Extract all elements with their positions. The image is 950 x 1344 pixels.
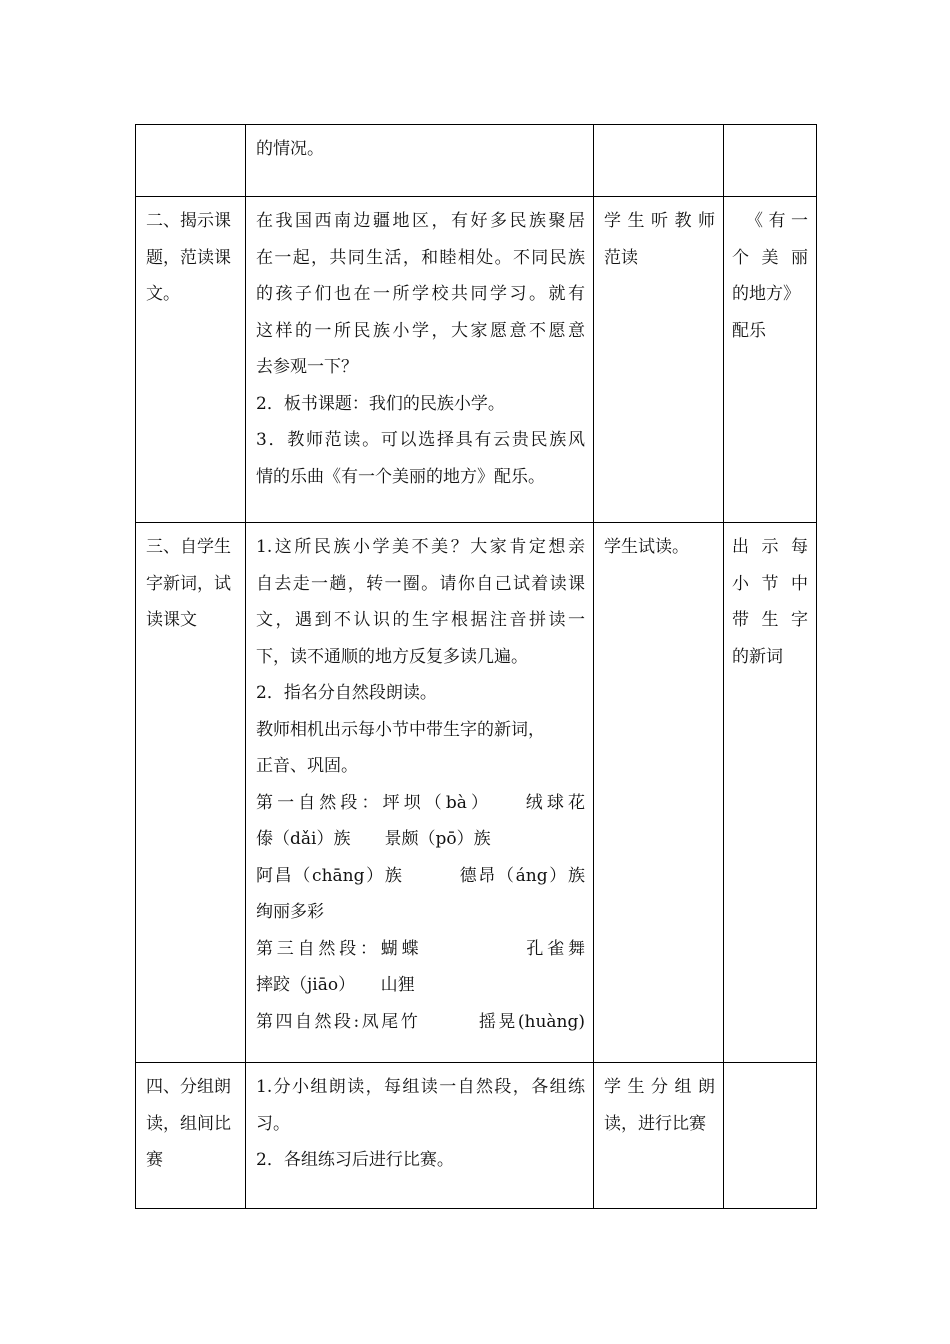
content-line: 在我国西南边疆地区，有好多民族聚居 (256, 211, 585, 231)
content-line: 正音、巩固。 (256, 756, 358, 776)
table-row (136, 523, 817, 1063)
note-cell (724, 1063, 817, 1209)
content-line: 习。 (256, 1113, 290, 1134)
stage-line: 二、揭示课 (146, 211, 231, 231)
content-line: 的孩子们也在一所学校共同学习。就有 (256, 284, 585, 304)
student-line: 范读 (604, 247, 638, 268)
stage-line: 读，组间比 (146, 1113, 231, 1134)
content-line: 第一自然段：坪坝（bà） 绒球花 (256, 792, 585, 813)
student-activity-cell (594, 1063, 724, 1209)
content-line: 1.这所民族小学美不美？大家肯定想亲 (256, 537, 585, 557)
note-cell (724, 523, 817, 1063)
student-line: 学生分组朗 (604, 1077, 715, 1097)
content-line: 3．教师范读。可以选择具有云贵民族风 (256, 430, 585, 450)
stage-cell (136, 125, 246, 197)
stage-cell (136, 197, 246, 523)
content-line: 文，遇到不认识的生字根据注音拼读一 (256, 610, 585, 630)
content-line: 去参观一下？ (256, 357, 358, 377)
content-line: 2．各组练习后进行比赛。 (256, 1150, 454, 1170)
content-line: 2．板书课题：我们的民族小学。 (256, 393, 505, 414)
stage-line: 字新词，试 (146, 573, 231, 594)
content-line: 绚丽多彩 (256, 902, 324, 922)
table-row (136, 125, 817, 197)
content-cell (246, 125, 594, 197)
student-activity-cell (594, 523, 724, 1063)
content-line: 第四自然段:凤尾竹 摇晃(huàng) (256, 1011, 585, 1032)
note-cell (724, 197, 817, 523)
student-line: 学生听教师 (604, 211, 715, 231)
student-line: 学生试读。 (604, 537, 689, 557)
table-row (136, 1063, 817, 1209)
student-line: 读，进行比赛 (604, 1113, 706, 1134)
note-line: 的新词 (732, 646, 783, 667)
content-line: 摔跤（jiāo） 山狸 (256, 975, 415, 995)
content-line: 下，读不通顺的地方反复多读几遍。 (256, 646, 528, 667)
note-line: 个美丽 (732, 247, 808, 268)
note-line: 的地方》 (732, 284, 800, 304)
stage-line: 三、自学生 (146, 537, 231, 557)
content-line: 情的乐曲《有一个美丽的地方》配乐。 (256, 466, 545, 487)
content-cell (246, 523, 594, 1063)
note-cell (724, 125, 817, 197)
content-line: 1.分小组朗读，每组读一自然段，各组练 (256, 1077, 585, 1097)
note-line: 配乐 (732, 320, 766, 341)
stage-line: 题，范读课 (146, 247, 231, 268)
content-cell (246, 197, 594, 523)
content-line: 教师相机出示每小节中带生字的新词， (256, 719, 545, 740)
note-line: 带生字 (732, 610, 808, 630)
content-line: 傣（dǎi）族 景颇（pō）族 (256, 829, 491, 849)
stage-line: 四、分组朗 (146, 1077, 231, 1097)
content-line: 阿昌（chāng）族 德昂（áng）族 (256, 865, 585, 886)
student-activity-cell (594, 197, 724, 523)
content-line: 第三自然段：蝴蝶 孔雀舞 (256, 938, 585, 959)
content-line: 的情况。 (256, 139, 324, 159)
content-line: 2．指名分自然段朗读。 (256, 683, 437, 703)
note-line: 小节中 (732, 573, 808, 594)
student-activity-cell (594, 125, 724, 197)
content-cell (246, 1063, 594, 1209)
stage-line: 读课文 (146, 610, 197, 630)
note-line: 《有一 (746, 211, 808, 231)
table-row (136, 197, 817, 523)
content-line: 这样的一所民族小学，大家愿意不愿意 (256, 320, 585, 341)
content-line: 自去走一趟，转一圈。请你自己试着读课 (256, 573, 585, 594)
stage-line: 赛 (146, 1150, 163, 1170)
lesson-plan-table (135, 124, 817, 1209)
stage-cell (136, 523, 246, 1063)
content-line: 在一起，共同生活，和睦相处。不同民族 (256, 247, 585, 268)
note-line: 出示每 (732, 537, 808, 557)
stage-cell (136, 1063, 246, 1209)
stage-line: 文。 (146, 284, 180, 304)
